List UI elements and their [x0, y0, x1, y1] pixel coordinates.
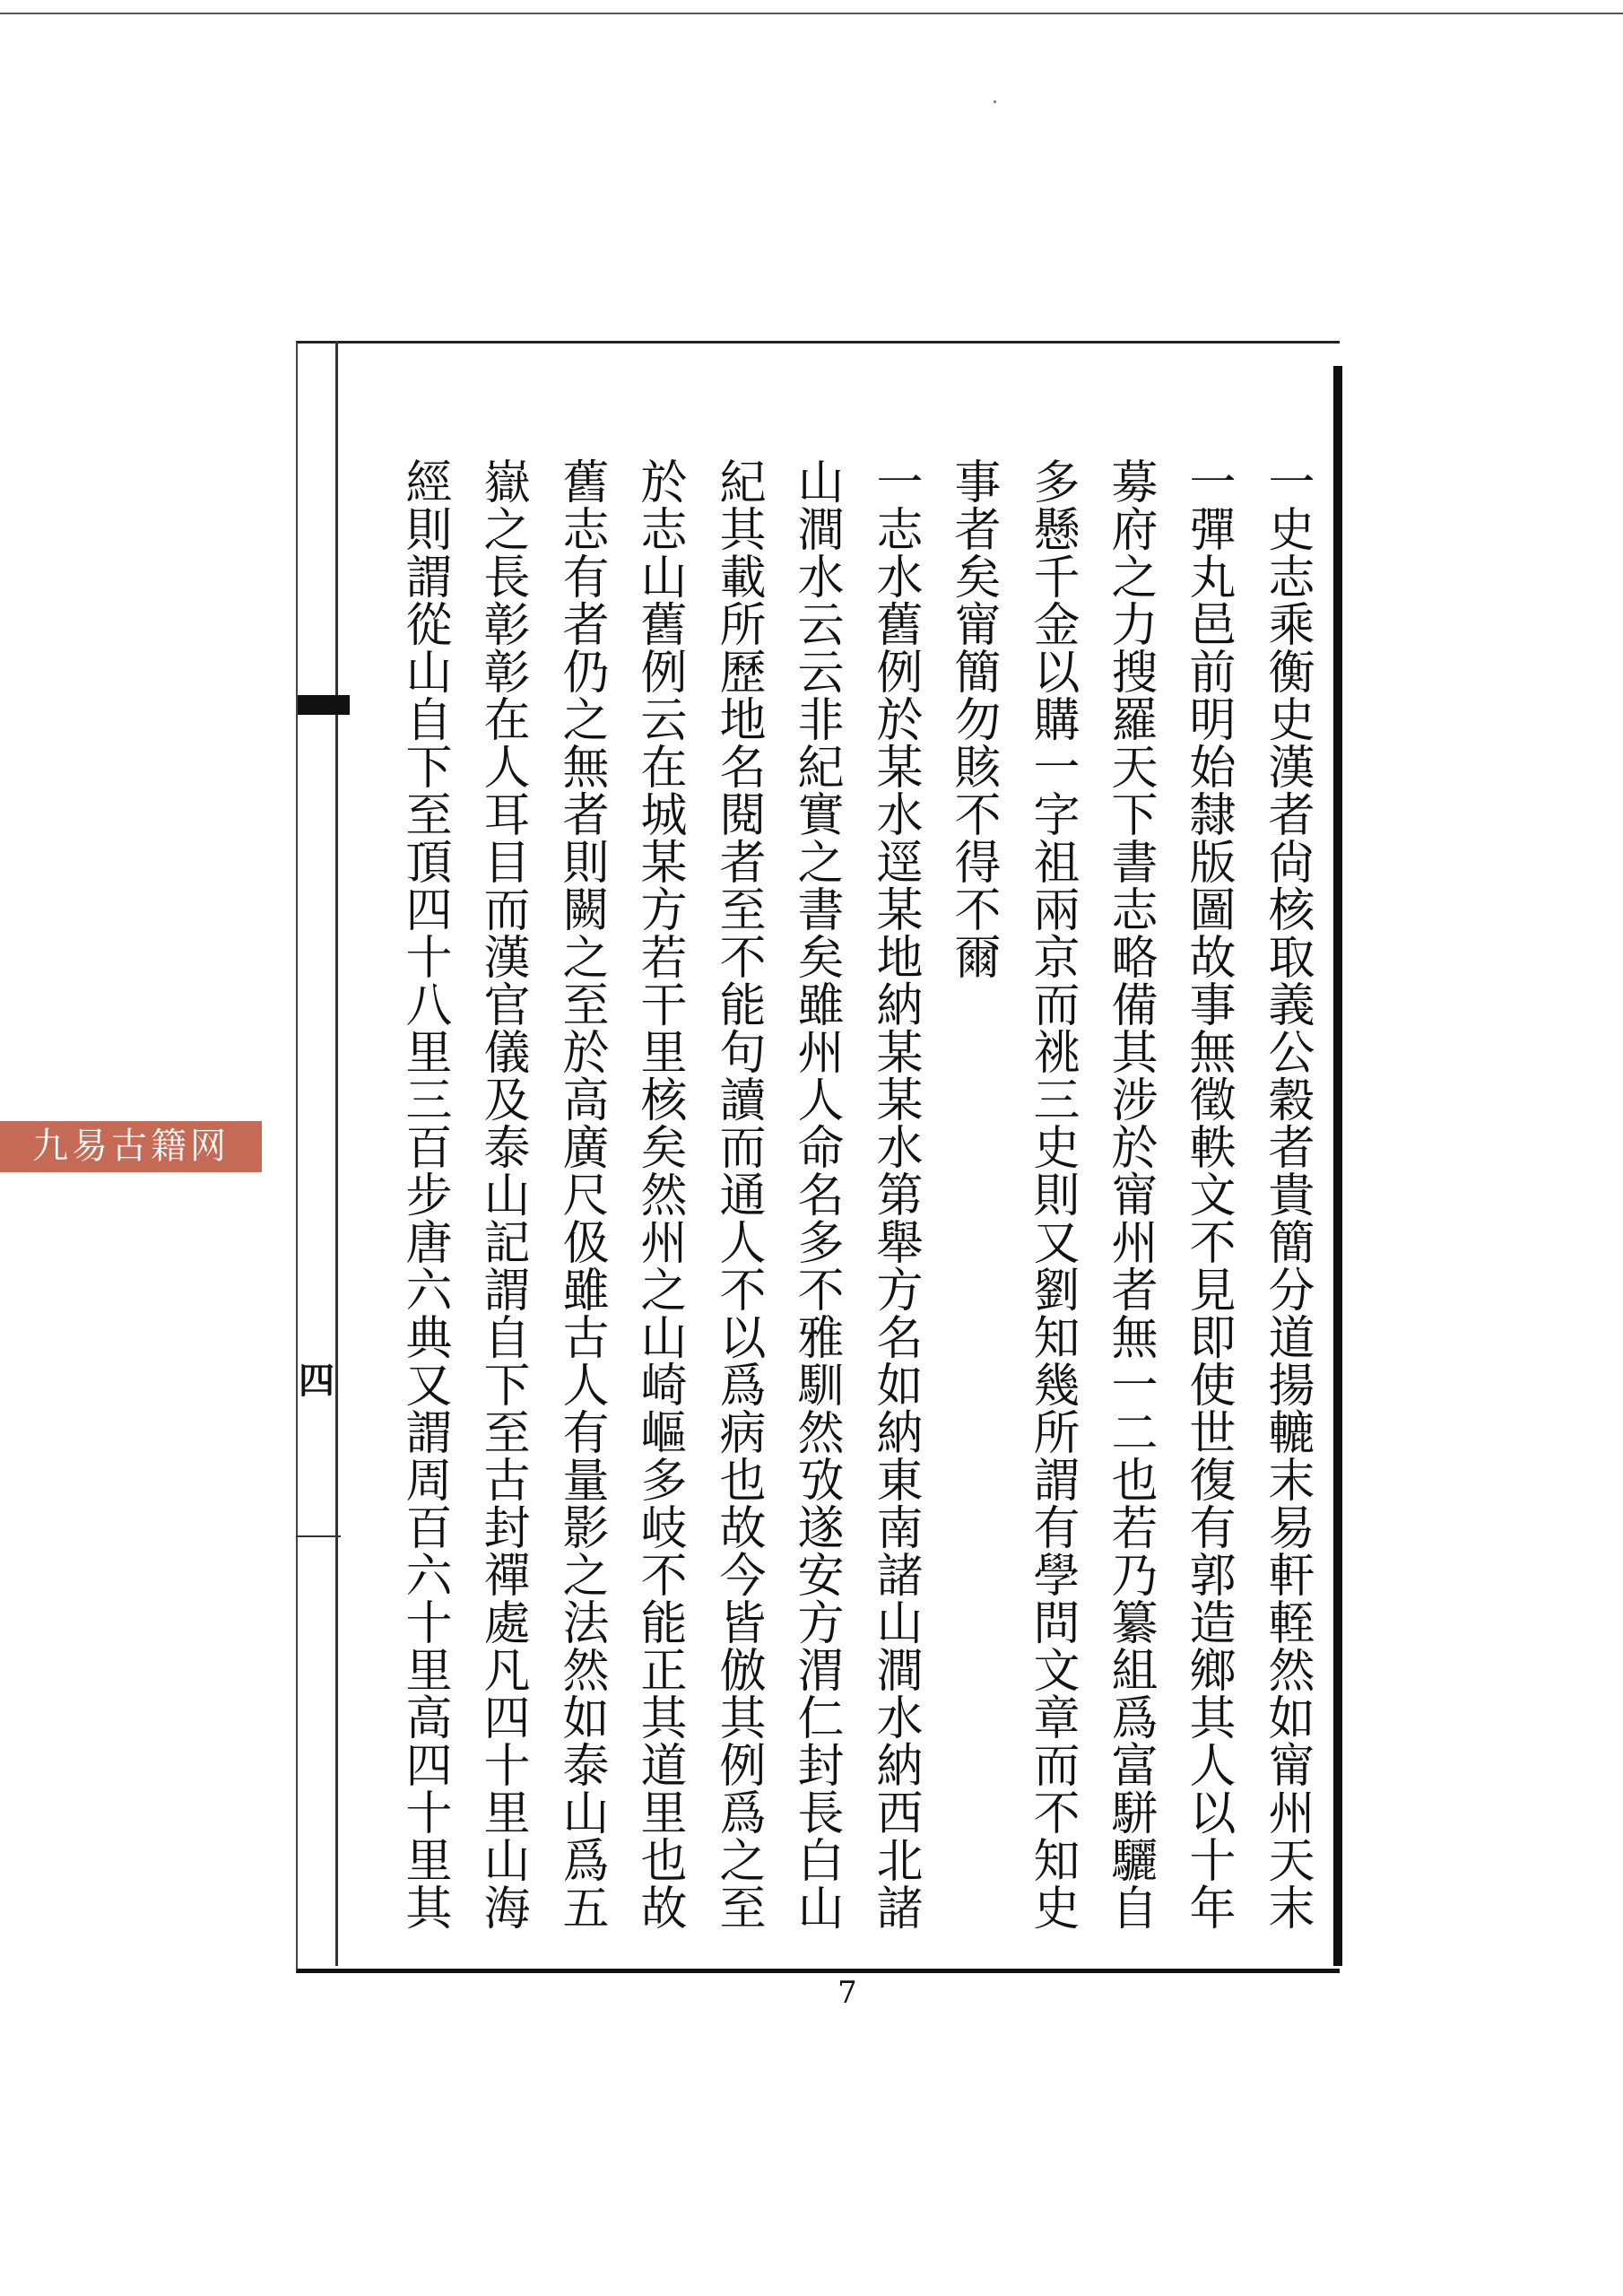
- text-column-10: 舊志有者仍之無者則闕之至於高廣尺伋雖古人有量影之法然如泰山爲五: [554, 457, 608, 1931]
- top-rule: [0, 13, 1623, 14]
- text-column-2: 一彈丸邑前明始隸版圖故事無徵軼文不見即使世復有郭造鄉其人以十年: [1181, 457, 1235, 1931]
- text-column-5: 事者矣甯簡勿賅不得不爾: [946, 457, 1000, 980]
- text-column-6: 一志水舊例於某水逕某地納某某水第舉方名如納東南諸山澗水納西北諸: [868, 457, 922, 1931]
- scan-speck: [994, 100, 996, 103]
- text-column-9: 於志山舊例云在城某方若干里核矣然州之山崎嶇多岐不能正其道里也故: [632, 457, 686, 1931]
- text-column-3: 募府之力搜羅天下書志略備其涉於甯州者無一二也若乃纂組爲富駢驪自: [1103, 457, 1157, 1931]
- page-number: 7: [838, 1975, 857, 2011]
- text-column-8: 紀其載所歷地名閱者至不能句讀而通人不以爲病也故今皆倣其例爲之至: [711, 457, 765, 1931]
- fishtail-mark: [298, 695, 350, 715]
- text-column-11: 嶽之長彰彰在人耳目而漢官儀及泰山記謂自下至古封禪處凡四十里山海: [475, 457, 529, 1931]
- text-column-7: 山澗水云云非紀實之書矣雖州人命名多不雅馴然攷遂安方渭仁封長白山: [789, 457, 843, 1931]
- text-column-1: 一史志乘衡史漢者尙核取義公穀者貴簡分道揚轆末易軒輊然如甯州天末: [1260, 457, 1314, 1931]
- gutter-rule: [296, 1535, 341, 1537]
- frame-gutter-border: [335, 341, 338, 1966]
- text-column-4: 多懸千金以購一字祖兩京而祧三史則又劉知幾所謂有學問文章而不知史: [1025, 457, 1079, 1931]
- site-watermark-link[interactable]: 九易古籍网: [0, 1121, 262, 1172]
- text-column-12: 經則謂從山自下至頂四十八里三百步唐六典又謂周百六十里高四十里其: [397, 457, 451, 1931]
- folio-number: 四: [299, 1360, 334, 1402]
- frame-right-border: [1333, 366, 1342, 1966]
